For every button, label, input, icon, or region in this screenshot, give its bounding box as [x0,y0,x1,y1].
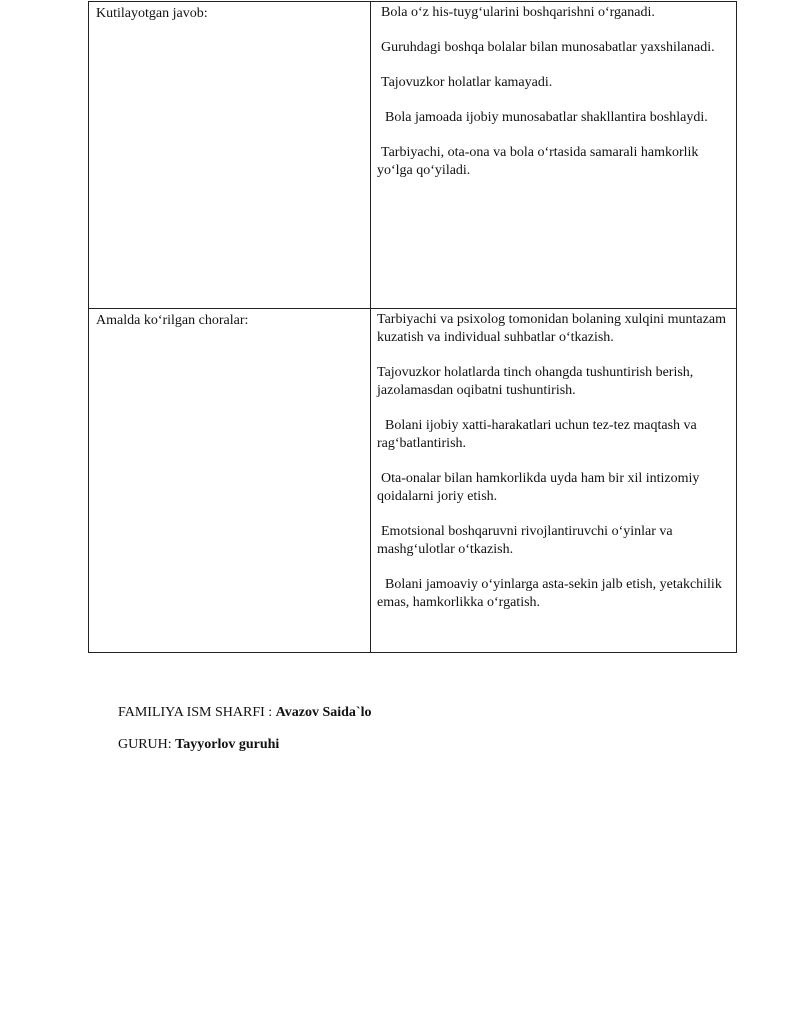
row-label: Amalda ko‘rilgan choralar: [89,309,371,653]
table-row-expected-result [89,2,737,309]
list-item: Guruhdagi boshqa bolalar bilan munosabatlar yaxshilanadi. [381,40,715,55]
group-label: GURUH: [118,737,176,752]
list-item: Bola jamoada ijobiy munosabatlar shakllantira boshlaydi. [385,110,708,125]
list-item: Bolani ijobiy xatti-harakatlari uchun tez-tez maqtash va rag‘batlantirish. [377,418,697,451]
student-name-value: Avazov Saida`lo [275,705,372,720]
list-item: Tajovuzkor holatlarda tinch ohangda tushuntirish berish, jazolamasdan oqibatni tushuntirish. [377,365,694,398]
list-item: Ota-onalar bilan hamkorlikda uyda ham bir xil intizomiy qoidalarni joriy etish. [377,471,700,504]
list-item: Emotsional boshqaruvni rivojlantiruvchi o‘yinlar va mashg‘ulotlar o‘tkazish. [377,524,673,557]
row-content [371,309,737,653]
student-name-label: FAMILIYA ISM SHARFI : [118,705,276,720]
student-name-line [118,704,371,722]
group-line [118,736,279,754]
list-item: Tarbiyachi va psixolog tomonidan bolaning xulqini muntazam kuzatish va individual suhbatlar o‘tkazish. [377,312,726,345]
row-label: Kutilayotgan javob: [89,2,371,309]
group-value: Tayyorlov guruhi [175,737,280,752]
report-table [88,1,737,653]
list-item: Tajovuzkor holatlar kamayadi. [381,75,553,90]
list-item: Bola o‘z his-tuyg‘ularini boshqarishni o‘rganadi. [381,5,655,20]
list-item: Tarbiyachi, ota-ona va bola o‘rtasida samarali hamkorlik yo‘lga qo‘yiladi. [377,145,699,178]
table-row-actions-taken [89,309,737,653]
row-content [371,2,737,309]
list-item: Bolani jamoaviy o‘yinlarga asta-sekin jalb etish, yetakchilik emas, hamkorlikka o‘rgatish. [377,577,722,610]
